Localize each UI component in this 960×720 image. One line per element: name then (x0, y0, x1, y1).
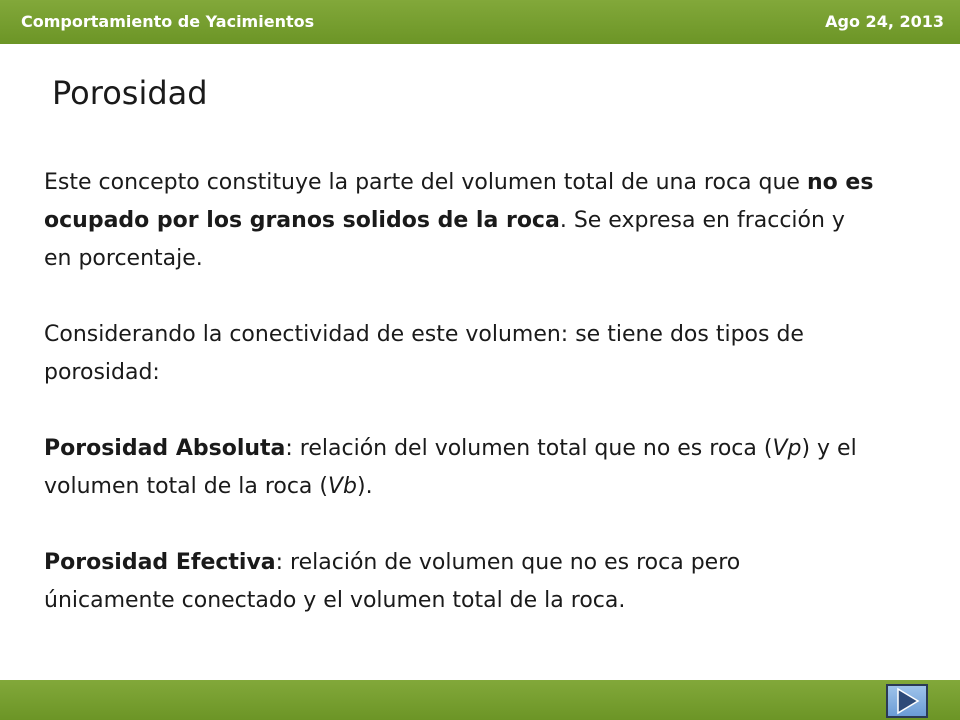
next-slide-button[interactable] (886, 684, 928, 718)
symbol-vp: Vp (772, 436, 802, 461)
slide-body (44, 164, 874, 620)
header-bar (0, 0, 960, 44)
text-run: ) y el volumen total de la roca ( (44, 436, 857, 499)
text-run: Este concepto constituye la parte del volumen total de una roca que (44, 170, 807, 195)
term-absolute: Porosidad Absoluta (44, 436, 286, 461)
slide-title: Porosidad (52, 74, 208, 112)
symbol-vb: Vb (328, 474, 358, 499)
play-next-icon (888, 686, 926, 716)
term-effective: Porosidad Efectiva (44, 550, 276, 575)
slide-date: Ago 24, 2013 (825, 12, 944, 31)
text-run: : relación del volumen total que no es roca ( (285, 436, 773, 461)
course-title: Comportamiento de Yacimientos (21, 12, 315, 31)
paragraph-effective (44, 544, 874, 620)
bold-phrase: no es ocupado por los granos solidos de la roca (44, 170, 874, 233)
paragraph-absolute (44, 430, 874, 506)
footer-bar (0, 680, 960, 720)
paragraph-definition (44, 164, 874, 278)
text-run: . Se expresa en fracción y en porcentaje. (44, 208, 845, 271)
text-run: : relación de volumen que no es roca pero únicamente conectado y el volumen total de la roca. (44, 550, 741, 613)
text-run: ). (357, 474, 373, 499)
paragraph-types: Considerando la conectividad de este volumen: se tiene dos tipos de porosidad: (44, 322, 804, 385)
